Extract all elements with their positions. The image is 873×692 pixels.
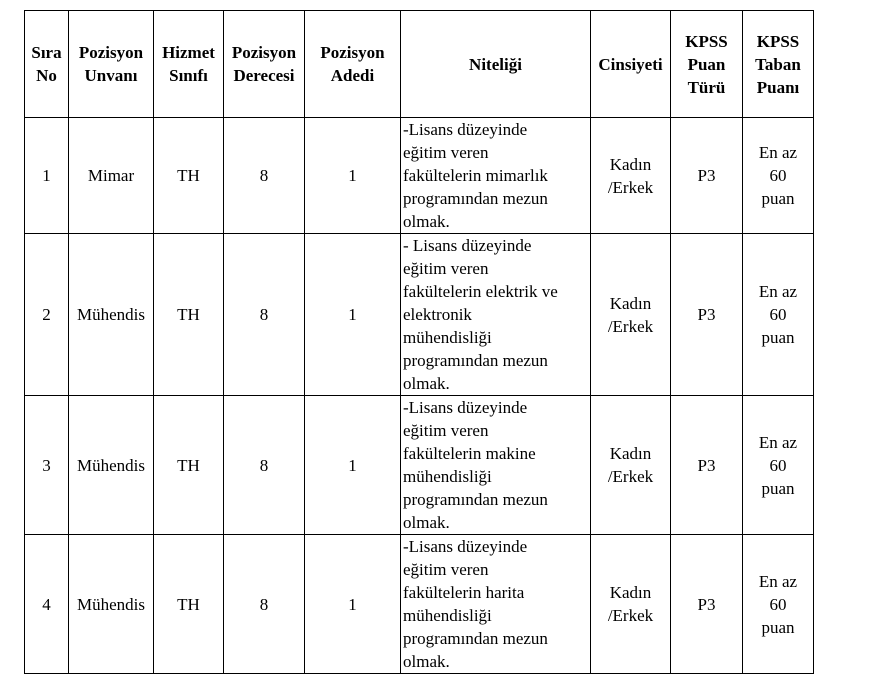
cell-taban-puan: En az 60 puan	[743, 118, 814, 234]
cell-taban-puan: En az 60 puan	[743, 396, 814, 535]
header-cinsiyeti: Cinsiyeti	[591, 11, 671, 118]
cell-derece: 8	[224, 535, 305, 674]
cell-taban-puan: En az 60 puan	[743, 535, 814, 674]
header-hizmet-sinifi: Hizmet Sınıfı	[154, 11, 224, 118]
cell-cinsiyet: Kadın /Erkek	[591, 396, 671, 535]
cell-unvan: Mühendis	[69, 396, 154, 535]
cell-hizmet-sinifi: TH	[154, 118, 224, 234]
cell-sira-no: 3	[25, 396, 69, 535]
header-niteligi: Niteliği	[401, 11, 591, 118]
cell-cinsiyet: Kadın /Erkek	[591, 535, 671, 674]
cell-adet: 1	[305, 535, 401, 674]
table-row	[25, 535, 814, 674]
header-pozisyon-derecesi: Pozisyon Derecesi	[224, 11, 305, 118]
table-row	[25, 118, 814, 234]
cell-hizmet-sinifi: TH	[154, 396, 224, 535]
cell-sira-no: 1	[25, 118, 69, 234]
cell-unvan: Mühendis	[69, 535, 154, 674]
cell-nitelik: -Lisans düzeyinde eğitim veren fakültelerin makine mühendisliği programından mezun olmak.	[401, 396, 591, 535]
header-row	[25, 11, 814, 118]
header-pozisyon-unvani: Pozisyon Unvanı	[69, 11, 154, 118]
header-kpss-taban-puani: KPSS Taban Puanı	[743, 11, 814, 118]
cell-adet: 1	[305, 234, 401, 396]
positions-table	[24, 10, 814, 674]
cell-adet: 1	[305, 118, 401, 234]
cell-puan-turu: P3	[671, 234, 743, 396]
cell-hizmet-sinifi: TH	[154, 535, 224, 674]
cell-derece: 8	[224, 396, 305, 535]
cell-sira-no: 4	[25, 535, 69, 674]
cell-unvan: Mühendis	[69, 234, 154, 396]
cell-nitelik: -Lisans düzeyinde eğitim veren fakültelerin mimarlık programından mezun olmak.	[401, 118, 591, 234]
cell-cinsiyet: Kadın /Erkek	[591, 234, 671, 396]
cell-derece: 8	[224, 118, 305, 234]
cell-hizmet-sinifi: TH	[154, 234, 224, 396]
cell-nitelik: -Lisans düzeyinde eğitim veren fakültelerin harita mühendisliği programından mezun olmak.	[401, 535, 591, 674]
cell-unvan: Mimar	[69, 118, 154, 234]
header-sira-no: Sıra No	[25, 11, 69, 118]
cell-derece: 8	[224, 234, 305, 396]
cell-sira-no: 2	[25, 234, 69, 396]
cell-taban-puan: En az 60 puan	[743, 234, 814, 396]
header-kpss-puan-turu: KPSS Puan Türü	[671, 11, 743, 118]
cell-puan-turu: P3	[671, 118, 743, 234]
cell-puan-turu: P3	[671, 535, 743, 674]
cell-puan-turu: P3	[671, 396, 743, 535]
cell-nitelik: - Lisans düzeyinde eğitim veren fakültelerin elektrik ve elektronik mühendisliği programından mezun olmak.	[401, 234, 591, 396]
table-row	[25, 396, 814, 535]
table-row	[25, 234, 814, 396]
cell-cinsiyet: Kadın /Erkek	[591, 118, 671, 234]
header-pozisyon-adedi: Pozisyon Adedi	[305, 11, 401, 118]
cell-adet: 1	[305, 396, 401, 535]
